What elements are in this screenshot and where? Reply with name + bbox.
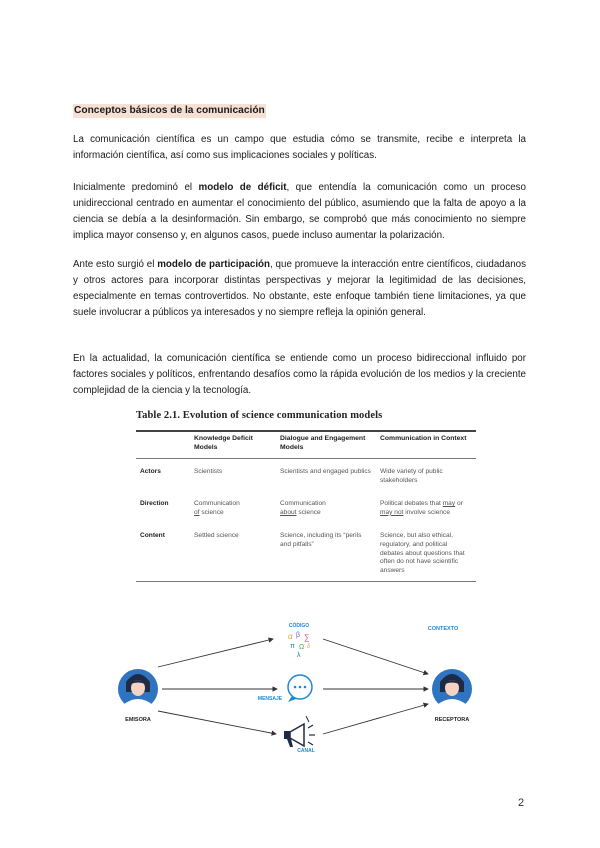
canal-label: CANAL	[297, 748, 315, 754]
cell-text: Communication	[194, 500, 240, 508]
cell-text: science	[296, 508, 321, 516]
contexto-label: CONTEXTO	[427, 626, 459, 632]
models-table	[136, 430, 476, 582]
arrow-canal-to-receptora	[323, 704, 428, 734]
svg-text:Ω: Ω	[299, 644, 305, 651]
communication-diagram	[110, 612, 510, 762]
table-cell: Science, but also ethical, regulatory, and political debates about questions that often do not have scientific answers	[380, 532, 465, 574]
mensaje-label: MENSAJE	[257, 696, 283, 702]
table-row	[136, 491, 476, 523]
paragraph-participation-model	[73, 257, 526, 321]
table-header-empty	[136, 431, 190, 459]
paragraph-intro: La comunicación científica es un campo que estudia cómo se transmite, recibe e interpreta la información científica, así como sus implicaciones sociales y políticas.	[73, 134, 526, 161]
table-cell: Scientists and engaged publics	[280, 468, 371, 475]
table-cell: Scientists	[194, 468, 223, 475]
row-label-direction: Direction	[140, 500, 169, 508]
speech-bubble-icon	[288, 675, 312, 702]
paragraph-current: En la actualidad, la comunicación científica se entiende como un proceso bidireccional influido por factores sociales y políticos, enfrentando desafíos como la rápida evolución de los medios y la creciente complejidad de la ciencia y la tecnología.	[73, 353, 526, 396]
bold-term-deficit: modelo de déficit	[198, 182, 287, 193]
emisora-avatar-icon	[118, 669, 158, 712]
cell-text: or	[455, 500, 463, 508]
underlined-word: may	[442, 500, 456, 508]
communication-diagram-svg	[110, 612, 510, 762]
table-cell: Wide variety of public stakeholders	[380, 468, 443, 484]
table-cell	[376, 491, 476, 523]
svg-text:α: α	[288, 632, 293, 641]
arrow-codigo-to-receptora	[323, 639, 428, 674]
paragraph-text: , que entendía la comunicación como un proceso unidireccional centrado en aumentar el conocimiento del público, asumiendo que la falta de apoyo a la ciencia se debía a la desinformación. Sin embargo, se comprobó que más conocimiento no siempre implica mayor consenso y, en algunos casos, puede incluso aumentar la polarización.	[73, 182, 527, 241]
underlined-word: may not	[380, 508, 404, 516]
table-row	[136, 523, 476, 581]
paragraph-text: , que promueve la interacción entre científicos, ciudadanos y otros actores para incorporar distintas perspectivas y mejorar la legitimidad de las decisiones, especialmente en temas controvertidos. No obstante, este enfoque también tiene limitaciones, ya que suele involucrar a públicos ya interesados y no siempre refleja la opinión general.	[73, 259, 526, 318]
paragraph-text: Ante esto surgió el	[73, 259, 158, 270]
arrow-to-canal	[158, 711, 276, 734]
table-header-dialogue: Dialogue and Engagement Models	[280, 435, 366, 451]
table-header-context: Communication in Context	[380, 435, 467, 442]
section-heading: Conceptos básicos de la comunicación	[74, 105, 265, 116]
bold-term-participation: modelo de participación	[157, 259, 271, 270]
cell-text: involve science	[403, 508, 451, 516]
svg-text:λ: λ	[297, 652, 301, 659]
codigo-label: CÓDIGO	[288, 623, 310, 629]
row-label-content: Content	[140, 532, 165, 540]
svg-text:δ: δ	[307, 644, 311, 650]
page-number: 2	[518, 797, 525, 809]
underlined-word: of	[194, 508, 200, 516]
arrow-to-codigo	[158, 639, 273, 667]
svg-text:π: π	[290, 643, 295, 650]
row-label-actors: Actors	[140, 468, 161, 475]
table-cell: Science, including its “perils and pitfalls”	[280, 532, 362, 548]
code-symbols-icon	[288, 632, 311, 659]
cell-text: science	[199, 508, 224, 516]
table-header-row	[136, 431, 476, 459]
emisora-label: EMISORA	[125, 717, 151, 723]
table-header-deficit: Knowledge Deficit Models	[194, 435, 253, 451]
table-title: Table 2.1. Evolution of science communication models	[136, 410, 383, 421]
cell-text: Communication	[280, 500, 326, 508]
table-cell	[190, 491, 276, 523]
receptora-avatar-icon	[432, 669, 472, 712]
receptora-label: RECEPTORA	[434, 717, 470, 723]
paragraph-deficit-model	[73, 180, 526, 244]
underlined-word: about	[280, 508, 297, 516]
svg-text:∑: ∑	[304, 633, 310, 642]
svg-text:β: β	[296, 632, 301, 639]
cell-text: Political debates that	[380, 500, 443, 508]
megaphone-icon	[284, 716, 315, 747]
table-cell	[276, 491, 376, 523]
table-row	[136, 459, 476, 492]
models-table-figure	[136, 410, 476, 582]
table-cell: Settled science	[194, 532, 239, 540]
paragraph-text: Inicialmente predominó el	[73, 182, 199, 193]
